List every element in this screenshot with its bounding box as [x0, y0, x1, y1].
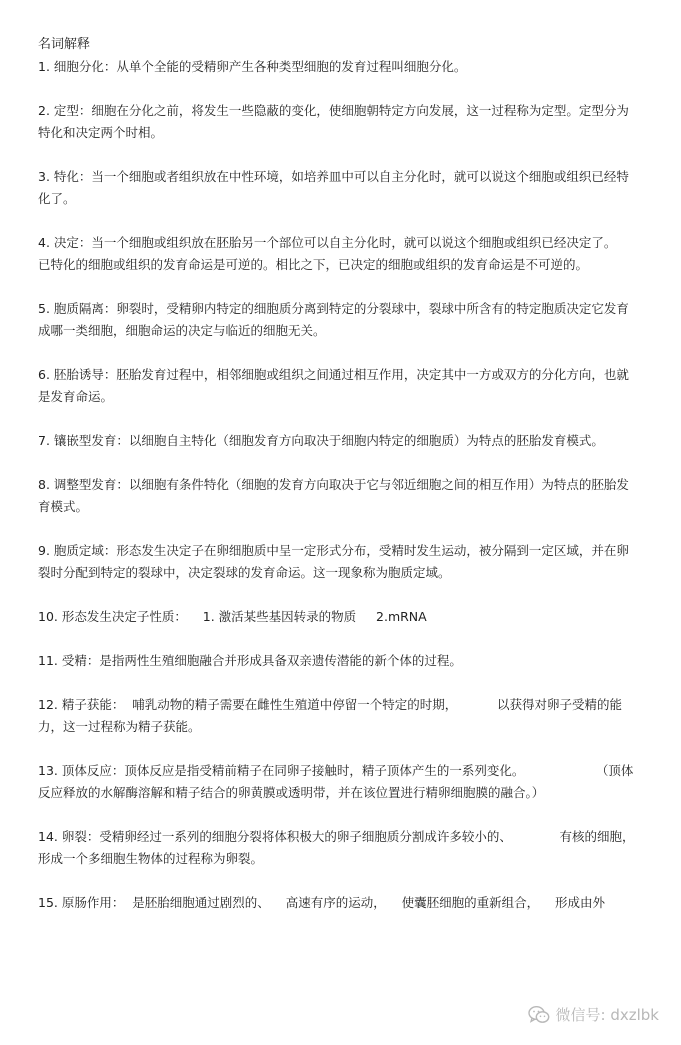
entry-text: 已特化的细胞或组织的发育命运是可逆的。相比之下，已决定的细胞或组织的发育命运是不可逆的。: [38, 257, 589, 272]
entry-text: 9. 胞质定域：形态发生决定子在卵细胞质中呈一定形式分布，受精时发生运动，被分隔到一定区域，并在卵裂时分配到特定的裂球中，决定裂球的发育命运。这一现象称为胞质定域。: [38, 543, 629, 580]
entry-text: 12. 精子获能： 哺乳动物的精子需要在雌性生殖道中停留一个特定的时期， 以获得对卵子受精的能力，这一过程称为精子获能。: [38, 697, 623, 734]
entry-12: [38, 694, 638, 738]
entry-6: [38, 364, 638, 408]
spacer: [38, 452, 638, 474]
entry-1: [38, 56, 638, 78]
entry-text: 13. 顶体反应：顶体反应是指受精前精子在同卵子接触时，精子顶体产生的一系列变化。 （顶体反应释放的水解酶溶解和精子结合的卵黄膜或透明带，并在该位置进行精卵细胞膜的融合。）: [38, 763, 634, 800]
entry-14: [38, 826, 638, 870]
entry-4: [38, 232, 638, 276]
wechat-icon: [528, 1005, 550, 1025]
document-title: 名词解释: [38, 37, 91, 52]
spacer: [38, 672, 638, 694]
entry-11: [38, 650, 638, 672]
entry-text: 7. 镶嵌型发育：以细胞自主特化（细胞发育方向取决于细胞内特定的细胞质）为特点的胚胎发育模式。: [38, 433, 604, 448]
entry-13: [38, 760, 638, 804]
entry-8: [38, 474, 638, 518]
entry-text: 10. 形态发生决定子性质： 1. 激活某些基因转录的物质 2.mRNA: [38, 609, 427, 624]
entry-9: [38, 540, 638, 584]
spacer: [38, 628, 638, 650]
spacer: [38, 738, 638, 760]
document: [38, 34, 638, 914]
entry-7: [38, 430, 638, 452]
entry-text: 3. 特化：当一个细胞或者组织放在中性环境，如培养皿中可以自主分化时，就可以说这个细胞或组织已经特化了。: [38, 169, 629, 206]
entry-text: 5. 胞质隔离：卵裂时，受精卵内特定的细胞质分离到特定的分裂球中，裂球中所含有的特定胞质决定它发育成哪一类细胞，细胞命运的决定与临近的细胞无关。: [38, 301, 629, 338]
spacer: [38, 144, 638, 166]
entry-text: 15. 原肠作用： 是胚胎细胞通过剧烈的、 高速有序的运动， 使囊胚细胞的重新组合， 形成由外: [38, 895, 605, 910]
spacer: [38, 78, 638, 100]
spacer: [38, 408, 638, 430]
entry-2: [38, 100, 638, 144]
spacer: [38, 276, 638, 298]
entry-text: 4. 决定：当一个细胞或组织放在胚胎另一个部位可以自主分化时，就可以说这个细胞或组织已经决定了。: [38, 235, 617, 250]
entry-text: 2. 定型：细胞在分化之前，将发生一些隐蔽的变化，使细胞朝特定方向发展，这一过程称为定型。定型分为特化和决定两个时相。: [38, 103, 629, 140]
entry-text: 1. 细胞分化：从单个全能的受精卵产生各种类型细胞的发育过程叫细胞分化。: [38, 59, 467, 74]
spacer: [38, 342, 638, 364]
spacer: [38, 584, 638, 606]
watermark: [528, 1004, 659, 1025]
watermark-text: 微信号: dxzlbk: [555, 1006, 659, 1024]
spacer: [38, 804, 638, 826]
entry-text: 8. 调整型发育：以细胞有条件特化（细胞的发育方向取决于它与邻近细胞之间的相互作用）为特点的胚胎发育模式。: [38, 477, 629, 514]
entry-15: [38, 892, 638, 914]
spacer: [38, 210, 638, 232]
spacer: [38, 518, 638, 540]
spacer: [38, 870, 638, 892]
entry-text: 11. 受精：是指两性生殖细胞融合并形成具备双亲遗传潜能的新个体的过程。: [38, 653, 462, 668]
entry-text: 6. 胚胎诱导：胚胎发育过程中，相邻细胞或组织之间通过相互作用，决定其中一方或双方的分化方向，也就是发育命运。: [38, 367, 629, 404]
entry-5: [38, 298, 638, 342]
entry-text: 14. 卵裂：受精卵经过一系列的细胞分裂将体积极大的卵子细胞质分割成许多较小的、 有核的细胞，形成一个多细胞生物体的过程称为卵裂。: [38, 829, 635, 866]
entry-3: [38, 166, 638, 210]
entry-10: [38, 606, 638, 628]
